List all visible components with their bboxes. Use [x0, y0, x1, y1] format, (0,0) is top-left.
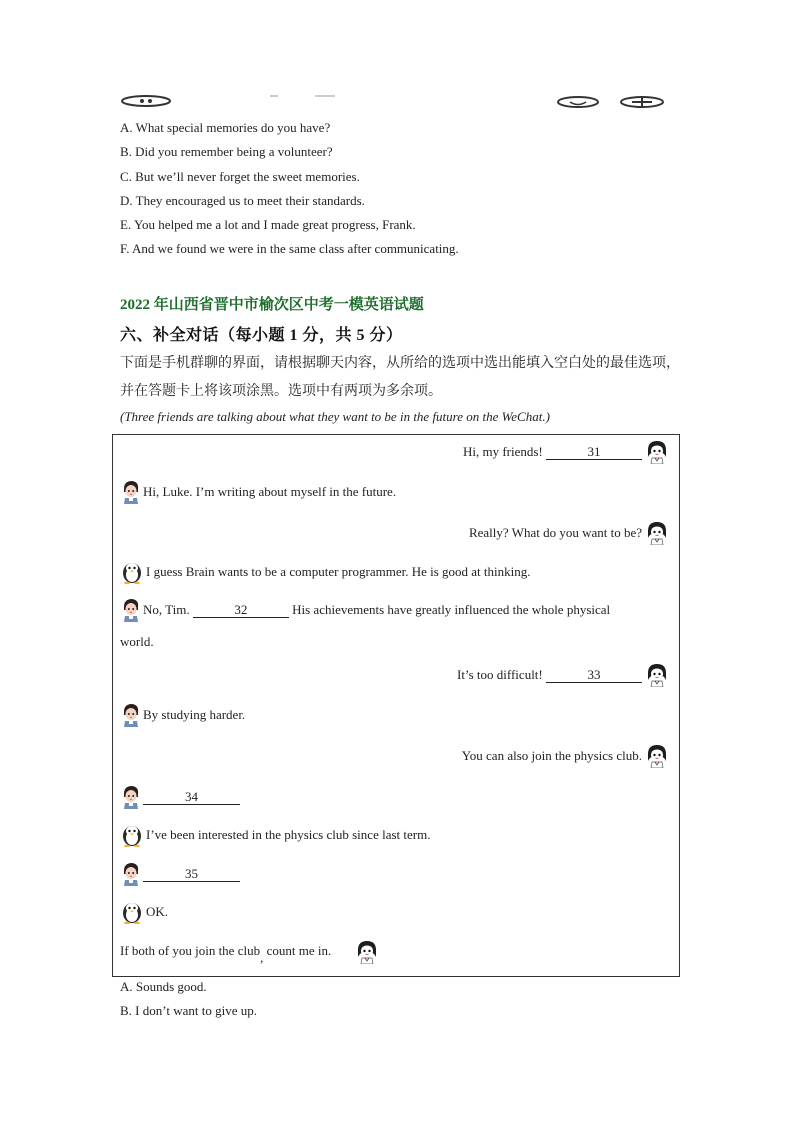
- option-c: C. But we’ll never forget the sweet memories.: [120, 169, 360, 184]
- girl-avatar-icon: [646, 521, 668, 545]
- chat-message-brain-5: [143, 865, 240, 883]
- penguin-avatar-icon: [121, 900, 143, 924]
- exam-title: 2022 年山西省晋中市榆次区中考一模英语试题: [120, 297, 424, 313]
- message-text: His achievements have greatly influenced the whole physical: [288, 602, 611, 617]
- chat-message-brain-4: [143, 788, 240, 806]
- option-f: F. And we found we were in the same class after communicating.: [120, 241, 459, 256]
- chat-message-brain-1: Hi, Luke. I’m writing about myself in the future.: [143, 484, 397, 499]
- boy-avatar-icon: [120, 598, 142, 622]
- option-b: B. Did you remember being a volunteer?: [120, 144, 333, 159]
- boy-avatar-icon: [120, 703, 142, 727]
- penguin-avatar-icon: [121, 560, 143, 584]
- blank-33: 33: [546, 668, 642, 683]
- cropped-emoticon-strip: [120, 93, 680, 111]
- boy-avatar-icon: [120, 785, 142, 809]
- chat-message-luke-1: [463, 443, 642, 461]
- girl-avatar-icon: [646, 744, 668, 768]
- boy-avatar-icon: [120, 480, 142, 504]
- scenario-note: (Three friends are talking about what they want to be in the future on the WeChat.): [120, 409, 550, 424]
- blank-35: 35: [143, 867, 240, 882]
- blank-34: 34: [143, 790, 240, 805]
- boy-avatar-icon: [120, 862, 142, 886]
- message-comma: ,: [260, 950, 264, 965]
- option-a: A. What special memories do you have?: [120, 120, 331, 135]
- message-text: No, Tim.: [143, 602, 193, 617]
- message-text: If both of you join the club: [120, 943, 261, 958]
- blank-31: 31: [546, 445, 642, 460]
- chat-message-luke-5: [120, 942, 332, 965]
- penguin-avatar-icon: [121, 823, 143, 847]
- instructions: 下面是手机群聊的界面，请根据聊天内容，从所给的选项中选出能填入空白处的最佳选项，并在答题卡上将该项涂黑。选项中有两项为多余项。: [120, 356, 680, 399]
- message-text: Hi, my friends!: [462, 444, 546, 459]
- chat-message-brain-2: [143, 601, 610, 619]
- chat-message-tim-1: I guess Brain wants to be a computer programmer. He is good at thinking.: [146, 564, 531, 579]
- girl-avatar-icon: [646, 663, 668, 687]
- girl-avatar-icon: [646, 440, 668, 464]
- section-title: 六、补全对话（每小题 1 分，共 5 分）: [120, 327, 403, 344]
- option-a-bottom: A. Sounds good.: [120, 979, 207, 994]
- chat-message-brain-2-continued: world.: [120, 634, 154, 649]
- chat-message-luke-3: [457, 666, 642, 684]
- chat-message-luke-4: You can also join the physics club.: [461, 748, 642, 763]
- message-text: count me in.: [263, 943, 332, 958]
- blank-32: 32: [193, 603, 289, 618]
- chat-message-tim-3: OK.: [146, 904, 169, 919]
- chat-message-tim-2: I’ve been interested in the physics club since last term.: [146, 827, 431, 842]
- option-d: D. They encouraged us to meet their standards.: [120, 193, 365, 208]
- chat-message-luke-2: Really? What do you want to be?: [468, 525, 642, 540]
- message-text: It’s too difficult!: [457, 667, 546, 682]
- girl-avatar-icon: [356, 940, 378, 964]
- option-b-bottom: B. I don’t want to give up.: [120, 1003, 257, 1018]
- option-e: E. You helped me a lot and I made great progress, Frank.: [120, 217, 416, 232]
- chat-message-brain-3: By studying harder.: [143, 707, 246, 722]
